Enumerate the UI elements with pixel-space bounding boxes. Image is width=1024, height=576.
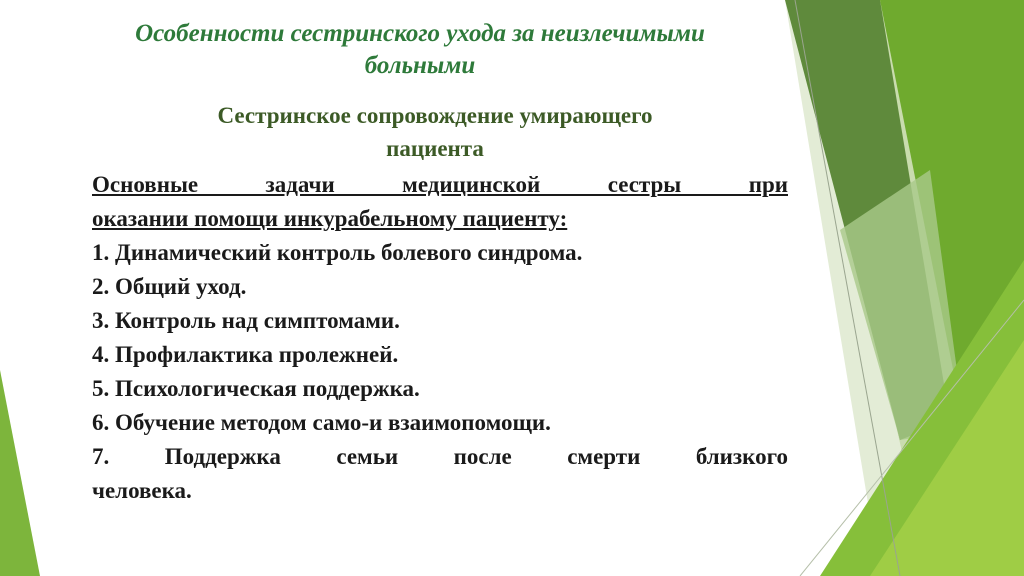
slide-subtitle-line1: Сестринское сопровождение умирающего [217, 103, 653, 128]
list-item: 4. Профилактика пролежней. [92, 342, 399, 367]
list-item: 1. Динамический контроль болевого синдрома. [92, 240, 583, 265]
list-item-7-line1: 7. Поддержка семьи после смерти близкого [92, 444, 788, 469]
list-item-7-line2: человека. [92, 478, 192, 503]
left-green-triangle [0, 370, 40, 576]
slide-subtitle-line2: пациента [386, 136, 484, 161]
intro-text [92, 168, 788, 508]
list-item: 3. Контроль над симптомами. [92, 308, 400, 333]
intro-line2: оказании помощи инкурабельному пациенту: [92, 206, 568, 231]
list-item: 6. Обучение методом само-и взаимопомощи. [92, 410, 551, 435]
list-item: 5. Психологическая поддержка. [92, 376, 420, 401]
intro-line1: Основные задачи медицинской сестры при [92, 172, 788, 197]
list-item: 2. Общий уход. [92, 274, 247, 299]
slide-title-line1: Особенности сестринского ухода за неизлечимыми [135, 20, 705, 47]
slide-title-line2: больными [364, 52, 476, 79]
